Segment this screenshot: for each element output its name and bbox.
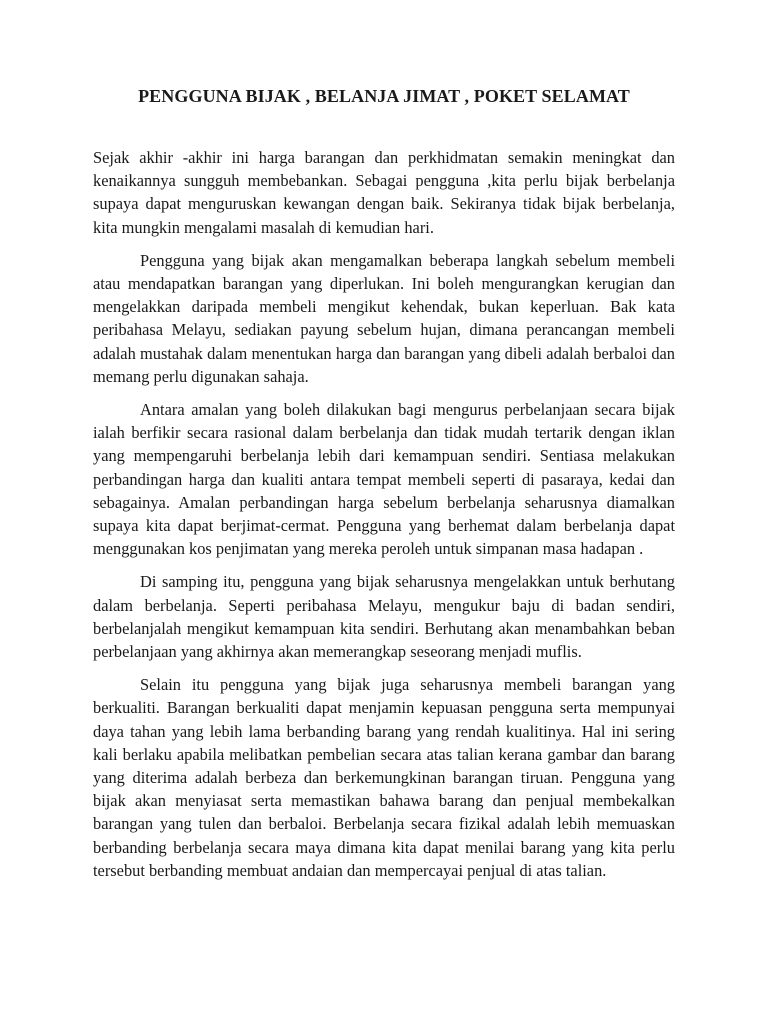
paragraph-body: Di samping itu, pengguna yang bijak seharusnya mengelakkan untuk berhutang dalam berbelanja. Seperti peribahasa Melayu, mengukur baju di badan sendiri, berbelanjalah mengikut kemampuan kita sendiri. Berhutang akan menambahkan beban perbelanjaan yang akhirnya akan memerangkap seseorang menjadi muflis.	[93, 572, 675, 662]
document-title: PENGGUNA BIJAK , BELANJA JIMAT , POKET SELAMAT	[138, 86, 630, 106]
document-page	[93, 84, 675, 892]
paragraph-body: Selain itu pengguna yang bijak juga seharusnya membeli barangan yang berkualiti. Barangan berkualiti dapat menjamin kepuasan pengguna serta mempunyai daya tahan yang lebih lama berbanding barang yang rendah kualitinya. Hal ini sering kali berlaku apabila melibatkan pembelian secara atas talian kerana gambar dan barang yang diterima adalah berbeza dan berkemungkinan barangan tiruan. Pengguna yang bijak akan menyiasat serta memastikan bahawa barang dan penjual membekalkan barangan yang tulen dan berbaloi. Berbelanja secara fizikal adalah lebih memuaskan berbanding berbelanja secara maya dimana kita dapat menilai barang yang kita perlu tersebut berbanding membuat andaian dan mempercayai penjual di atas talian.	[93, 675, 675, 880]
paragraph-body: Pengguna yang bijak akan mengamalkan beberapa langkah sebelum membeli atau mendapatkan barangan yang diperlukan. Ini boleh mengurangkan kerugian dan mengelakkan daripada membeli mengikut kehendak, bukan keperluan. Bak kata peribahasa Melayu, sediakan payung sebelum hujan, dimana perancangan membeli adalah mustahak dalam menentukan harga dan barangan yang dibeli adalah berbaloi dan memang perlu digunakan sahaja.	[93, 250, 675, 386]
paragraph-intro: Sejak akhir -akhir ini harga barangan dan perkhidmatan semakin meningkat dan kenaikannya sungguh membebankan. Sebagai pengguna ,kita perlu bijak berbelanja supaya dapat menguruskan kewangan dengan baik. Sekiranya tidak bijak berbelanja, kita mungkin mengalami masalah di kemudian hari.	[93, 148, 675, 237]
paragraph-body: Antara amalan yang boleh dilakukan bagi mengurus perbelanjaan secara bijak ialah berfikir secara rasional dalam berbelanja dan tidak mudah tertarik dengan iklan yang mempengaruhi berbelanja lebih dari kemampuan sendiri. Sentiasa melakukan perbandingan harga dan kualiti antara tempat membeli seperti di pasaraya, kedai dan sebagainya. Amalan perbandingan harga sebelum berbelanja seharusnya diamalkan supaya kita dapat berjimat-cermat. Pengguna yang berhemat dalam berbelanja dapat menggunakan kos penjimatan yang mereka peroleh untuk simpanan masa hadapan .	[93, 400, 675, 559]
